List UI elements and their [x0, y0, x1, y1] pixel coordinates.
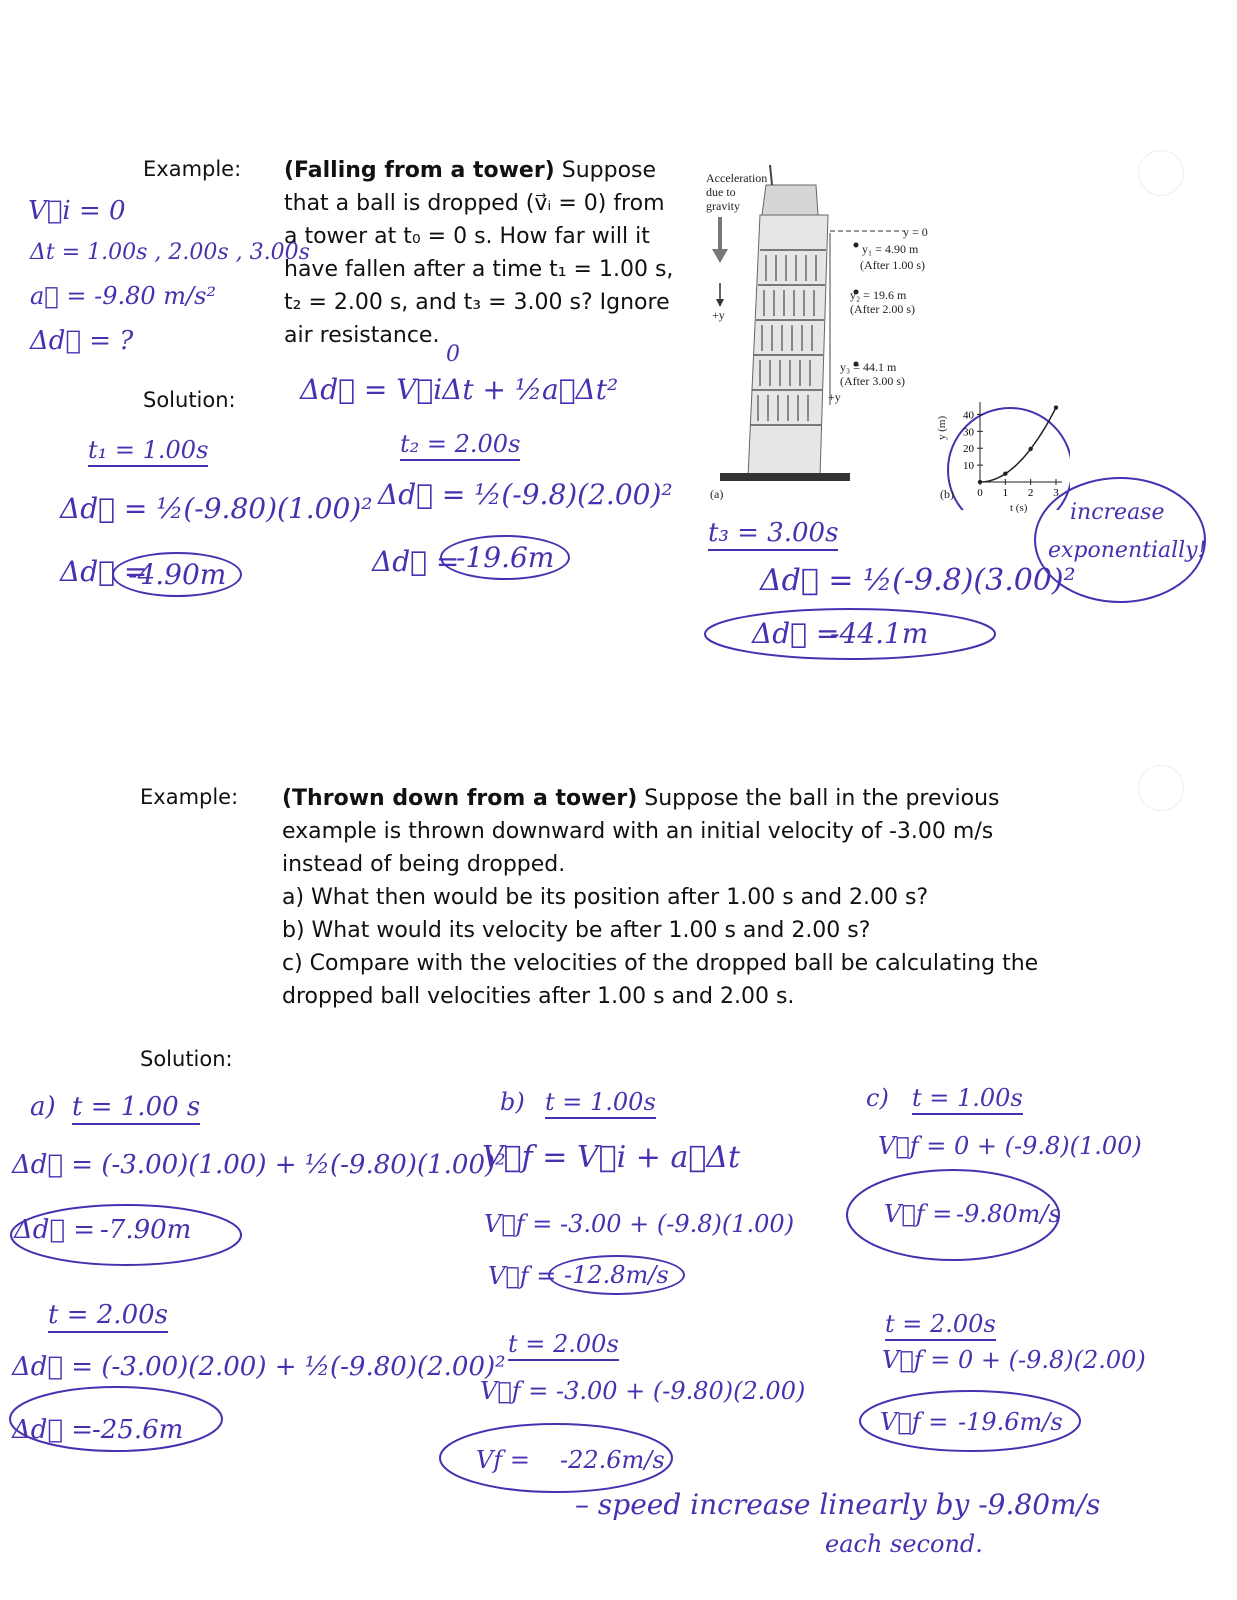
binder-hole [1138, 150, 1184, 196]
binder-hole [1138, 765, 1184, 811]
conclusion-line2: each second. [825, 1530, 983, 1558]
c-calc1: V⃗f = 0 + (-9.8)(1.00) [878, 1132, 1142, 1160]
a-ans2-circle [6, 1383, 226, 1455]
y3-after: (After 3.00 s) [840, 374, 905, 388]
given-a: a⃗ = -9.80 m/s² [30, 282, 217, 310]
example2-problem [282, 782, 1082, 1013]
note-line1: increase [1070, 500, 1165, 525]
problem-line: example is thrown downward with an initial velocity of -3.00 m/s [282, 819, 994, 844]
a-ans1: -7.90m [100, 1215, 192, 1245]
b-formula: V⃗f = V⃗i + a⃗Δt [482, 1140, 741, 1175]
y0-line [830, 228, 910, 234]
c-calc2: V⃗f = 0 + (-9.8)(2.00) [882, 1346, 1146, 1374]
chart-point [978, 480, 982, 484]
chart-xlabel: t (s) [1010, 502, 1028, 514]
problem-line: dropped ball velocities after 1.00 s and 2.00 s. [282, 984, 795, 1009]
given-vi: V⃗i = 0 [28, 196, 126, 226]
c-head: c) [866, 1084, 889, 1112]
y2-label: y₂ = 19.6 m [850, 288, 907, 302]
example1-label: Example: [143, 157, 242, 181]
problem-line: a tower at t₀ = 0 s. How far will it [284, 224, 650, 249]
work1-answer: -4.90m [112, 552, 242, 597]
chart-xtick-label: 2 [1027, 487, 1034, 499]
b-calc2: V⃗f = -3.00 + (-9.80)(2.00) [480, 1377, 806, 1405]
problem-line: Suppose the ball in the previous [637, 786, 1000, 811]
chart-ytick-label: 10 [963, 460, 974, 473]
work3-answer: -44.1m [830, 617, 929, 650]
problem-line: instead of being dropped. [282, 852, 566, 877]
problem-line: t₂ = 2.00 s, and t₃ = 3.00 s? Ignore [284, 290, 670, 315]
work1-answer-lhs: Δd⃗ = [60, 555, 148, 588]
a-time2: t = 2.00s [48, 1300, 168, 1333]
figure-part-b: (b) [940, 487, 954, 501]
y1-after: (After 1.00 s) [860, 258, 925, 272]
y0-label: y = 0 [903, 225, 928, 239]
equation-1: Δd⃗ = V⃗iΔt + ½a⃗Δt² [300, 373, 619, 406]
note-line2: exponentially! [1048, 538, 1207, 563]
a-ans2: -25.6m [92, 1415, 184, 1445]
problem-line: b) What would its velocity be after 1.00 s and 2.00 s? [282, 918, 871, 943]
example1-problem [284, 154, 684, 352]
problem-line: air resistance. [284, 323, 440, 348]
chart-point [1054, 405, 1058, 409]
work3-answer-circle [700, 604, 1000, 664]
example2-solution-label: Solution: [140, 1047, 233, 1071]
chart-circle [948, 408, 1070, 510]
c-ans2: -19.6m/s [958, 1408, 1063, 1436]
b-ans2-lhs: Vf = [476, 1446, 530, 1474]
problem-line: Suppose [554, 158, 657, 183]
y1-label: y₁ = 4.90 m [862, 242, 919, 256]
work1-time: t₁ = 1.00s [88, 436, 208, 467]
problem-line: that a ball is dropped (v⃗ᵢ = 0) from [284, 191, 665, 216]
chart-ytick-label: 20 [963, 443, 974, 456]
chart-ytick-label: 30 [963, 426, 974, 439]
b-ans2-circle [436, 1418, 676, 1498]
example2-label: Example: [140, 785, 239, 809]
acc-label-3: gravity [706, 199, 740, 213]
b-calc1: V⃗f = -3.00 + (-9.8)(1.00) [484, 1210, 795, 1238]
b-time1: t = 1.00s [545, 1088, 656, 1119]
figure-plus-y: +y [712, 308, 725, 322]
problem-line: c) Compare with the velocities of the dropped ball be calculating the [282, 951, 1039, 976]
example1-solution-label: Solution: [143, 388, 236, 412]
c-ans1-circle [842, 1165, 1064, 1265]
a-ans1-circle [6, 1200, 246, 1270]
chart-point [1003, 472, 1007, 476]
chart-xtick-label: 1 [1002, 487, 1009, 499]
tower-illustration [700, 155, 860, 500]
chart-ytick-label: 40 [963, 409, 974, 422]
c-time1: t = 1.00s [912, 1084, 1023, 1115]
work1-calc: Δd⃗ = ½(-9.80)(1.00)² [60, 492, 373, 525]
work3-answer-lhs: Δd⃗ = [752, 617, 840, 650]
a-calc2: Δd⃗ = (-3.00)(2.00) + ½(-9.80)(2.00)² [12, 1352, 506, 1382]
b-ans2: -22.6m/s [560, 1446, 665, 1474]
chart-point [1028, 447, 1032, 451]
problem-line: a) What then would be its position after 1.00 s and 2.00 s? [282, 885, 929, 910]
acc-label-1: Acceleration [706, 171, 768, 185]
work2-answer-lhs: Δd⃗ = [372, 545, 460, 578]
example2-title: (Thrown down from a tower) [282, 786, 638, 811]
y3-label: y₃ = 44.1 m [840, 360, 897, 374]
chart-xtick-label: 0 [977, 487, 983, 499]
a-time1: t = 1.00 s [72, 1092, 200, 1125]
c-time2: t = 2.00s [885, 1310, 996, 1341]
figure-plus-y-2: +y [828, 390, 841, 404]
work3-calc: Δd⃗ = ½(-9.8)(3.00)² [760, 563, 1076, 598]
acc-label-2: due to [706, 185, 736, 199]
a-ans1-lhs: Δd⃗ = [14, 1215, 96, 1245]
problem-line: have fallen after a time t₁ = 1.00 s, [284, 257, 674, 282]
figure-part-a: (a) [710, 487, 724, 501]
work3-time: t₃ = 3.00s [708, 518, 838, 551]
a-ans2-lhs: Δd⃗ = [12, 1415, 94, 1445]
c-ans2-circle [856, 1385, 1084, 1457]
a-head: a) [30, 1092, 56, 1122]
given-dt: Δt = 1.00s , 2.00s , 3.00s [30, 240, 310, 265]
equation-zero: 0 [446, 342, 460, 367]
b-head: b) [500, 1088, 525, 1116]
chart-ylabel: y (m) [936, 415, 948, 440]
c-ans1-lhs: V⃗f = [884, 1200, 953, 1228]
example1-title: (Falling from a tower) [284, 158, 555, 183]
work2-calc: Δd⃗ = ½(-9.8)(2.00)² [378, 478, 673, 511]
work2-time: t₂ = 2.00s [400, 430, 520, 461]
c-ans2-lhs: V⃗f = [880, 1408, 949, 1436]
b-ans1-lhs: V⃗f = [488, 1262, 557, 1290]
b-ans1: -12.8m/s [548, 1255, 685, 1295]
conclusion-line1: – speed increase linearly by -9.80m/s [575, 1488, 1101, 1521]
chart-xtick-label: 3 [1053, 487, 1059, 499]
a-calc1: Δd⃗ = (-3.00)(1.00) + ½(-9.80)(1.00)² [12, 1150, 506, 1180]
c-ans1: -9.80m/s [956, 1200, 1061, 1228]
work2-answer: -19.6m [440, 535, 570, 580]
b-time2: t = 2.00s [508, 1330, 619, 1361]
y2-after: (After 2.00 s) [850, 302, 915, 316]
given-d: Δd⃗ = ? [30, 326, 134, 356]
